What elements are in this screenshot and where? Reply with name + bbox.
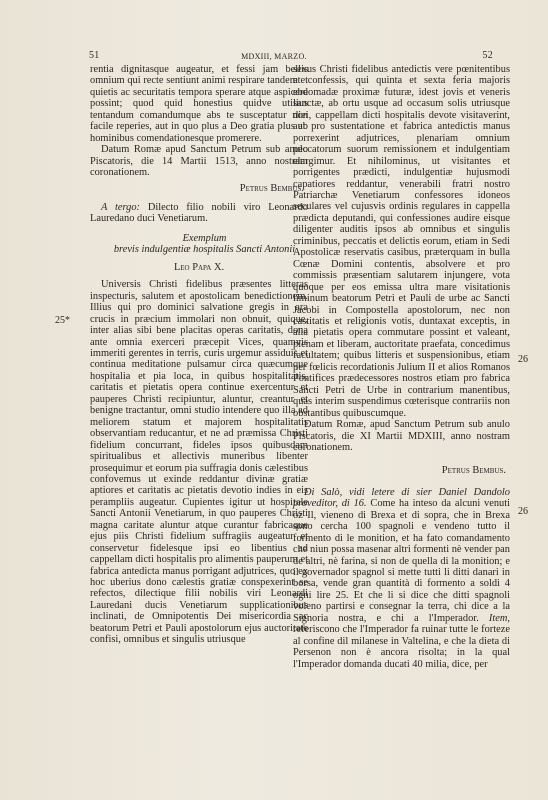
entry-text: Come ha inteso da alcuni venuti oz Il, vieneno di Brexa et di sopra, che in Brexa sono cercha 100 spagnoli e vendeno tutto il formento di le monition, et ha fato comandamento che niun possa masenar altri formenti nè vender pan de altri, nè farina, si non de quella di la monition; e il governador spagnol si mette tutti li ditti danari in borsa, vende gran quantità di formento a soldi 4 ogni lire 25. Et che li si dice che ditti spagnoli voleno partirsi e consegnar la terra, chi dice a la Signoria nostra, e chi a l'Imperador. bbox=[293, 498, 510, 624]
left-column bbox=[90, 64, 308, 646]
running-header bbox=[0, 50, 548, 64]
running-title: MDXIII, MARZO. bbox=[241, 52, 307, 61]
entry-text-end: referiscono che l'Imperador fa ruinar tutte le forteze al confine dil milanese in Valtelina, e che la dieta di Persenon non è ancora risolta; in la qual l'Imperador domanda ducati 40 milia, dice, per bbox=[293, 624, 510, 670]
section-heading: Exemplum bbox=[182, 232, 227, 244]
paragraph: Datum Romæ, apud Sanctum Petrum sub anulo Piscatoris, die XI Martii MDXIII, anno nostram coronationem. bbox=[293, 419, 510, 453]
paragraph: Datum Romæ apud Sanctum Petrum sub anulo Piscatoris, die 14 Martii 1513, anno nostram coronationem. bbox=[90, 144, 308, 179]
signature: Petrus Bembus. bbox=[441, 465, 506, 477]
address-label: A tergo: bbox=[101, 201, 141, 213]
address-text: Dilecto filio nobili viro Leonardo Lauredano duci Venetiarum. bbox=[90, 201, 309, 225]
paragraph: Universis Christi fidelibus præsentes litteras inspecturis, salutem et apostolicam benedictionem. Illius qui pro dominici salvatione gregis in ara crucis in præcium immolari non obnuit, quique, inter alias sibi bene placitas operas caritatis, dona ante omnia exerceri præcepit Vices, quamvis immeriti gerentes in terris, curis urgemur assiduis et continua meditatione pulsamur circa quæcumque hospitalia et pia loca, in quibus hospitalitatis, caritatis et pietatis opera continue exercentur et pauperes Christi recipiuntur, aluntur, creantur et benigne tractantur, omni studio intendere quo illa ad meliorem statum et majorem hospitalitatis observantiam reducantur, et ne ad præmissa Christi fidelium concurrant, fideles ipsos quibusdam spiritualibus et allectivis muneribus libenter prosequimur et eorum pia suffragia donis cælestibus confovemus ut exinde reddantur divinæ gratiæ aptiores et caritatis ac pietatis devotio indies in eis perampliis augeatur. Cupientes igitur ut hospitale Sancti Antonii Venetiarum, in quo pauperes Christi magna caritate aluntur atque curantur fabricaque ejus piis Christi fidelium suffragiis augeatur et conservetur fidelesque ipsi eo libentius ad cappellam dicti hospitalis pro alimentis pauperum et fabrica antedicta manus porrigant adjutrices, quo ex hoc uberius dono cælestis gratiæ conspexerint se refectos, dilectique filii nobilis viri Leonardi Lauredani ducis Venetiarum supplicationibus inclinati, de Omnipotentis Dei misericordia ac beatorum Petri et Pauli apostolorum ejus auctoritate confisi, omnibus et singulis utriusque bbox=[90, 279, 308, 646]
page-number-left: 51 bbox=[89, 50, 100, 61]
right-column bbox=[293, 64, 510, 670]
margin-number: 25* bbox=[55, 315, 70, 326]
margin-number: 26 bbox=[518, 354, 528, 365]
item-label: Item, bbox=[478, 612, 510, 624]
entry-source: Di Salò, vidi letere di sier Daniel Dandolo proveditor, di 16. bbox=[293, 486, 510, 510]
paragraph: rentia dignitasque augeatur, et fessi jam bellis omnium qui recte sentiunt animi respirare tandem et quietis ac securitatis tempora sperare atque aspicere possint; quod quid honestius quidve utilius tentandum comandumque abs te susceptatur non facile reperies, aut in quo plus a Deo gratia plus ab hominibus comendationesque promerere. bbox=[90, 64, 308, 144]
diary-entry bbox=[293, 487, 510, 670]
margin-number: 26 bbox=[518, 506, 528, 517]
paragraph: sexus Christi fidelibus antedictis vere pœnitentibus et confessis, qui quinta et sexta feria majoris ebdomadæ proximæ futuræ, idest jovis et veneris sanctæ, ab ortu usque ad occasum solis utriusque diei, cappellam dicti hospitalis devote visitaverint, aut pro sustentatione et fabrica antedictis manus porrexerint adjutrices, plenariam omnium peccatorum suorum remissionem et indulgentiam elargimur. Et nihilominus, ut visitantes et porrigentes prædicti, indulgentiæ hujusmodi capatiores reddantur, venerabili fratri nostro Patriarchæ Venetiarum confessores idoneos seculares vel cujusvis ordinis regulares in cappella prædicta deputandi, qui confessiones audire eisque diligenter auditis ipsos ab omnibus et singulis criminibus, peccatis et delictis eorum, etiam in Sedi Apostolicæ reservatis casibus, præterquam in bulla Cœnæ Domini contentis, absolvere et pro commissis præsentiam salutarem injungere, vota quoque per eos emissa ultra mare visitationis liminum beatorum Petri et Pauli de urbe ac Sancti Jacobi in Compostella apostolorum, nec non castitatis et religionis votis, duntaxat exceptis, in alia pietatis opera commutare possint et valeant, plenam et liberam, auctoritate praefata, concedimus facultatem; quibus litteris et suspensionibus, etiam per fœlicis recordationis Julium II et alios Romanos Pontifices prædecessores nostros etiam pro fabrica Sancti Petri de Urbe in contrarium manentibus, quas interim suspendimus cœterisque contrariis non obstantibus quibuscumque. bbox=[293, 64, 510, 419]
address-note bbox=[90, 202, 308, 225]
signature: Petrus Bembus. bbox=[239, 182, 304, 194]
issuer-line: Leo Papa X. bbox=[173, 261, 225, 273]
page-number-right: 52 bbox=[482, 50, 493, 61]
section-subheading: brevis indulgentiæ hospitalis Sancti Antonii bbox=[113, 244, 296, 256]
